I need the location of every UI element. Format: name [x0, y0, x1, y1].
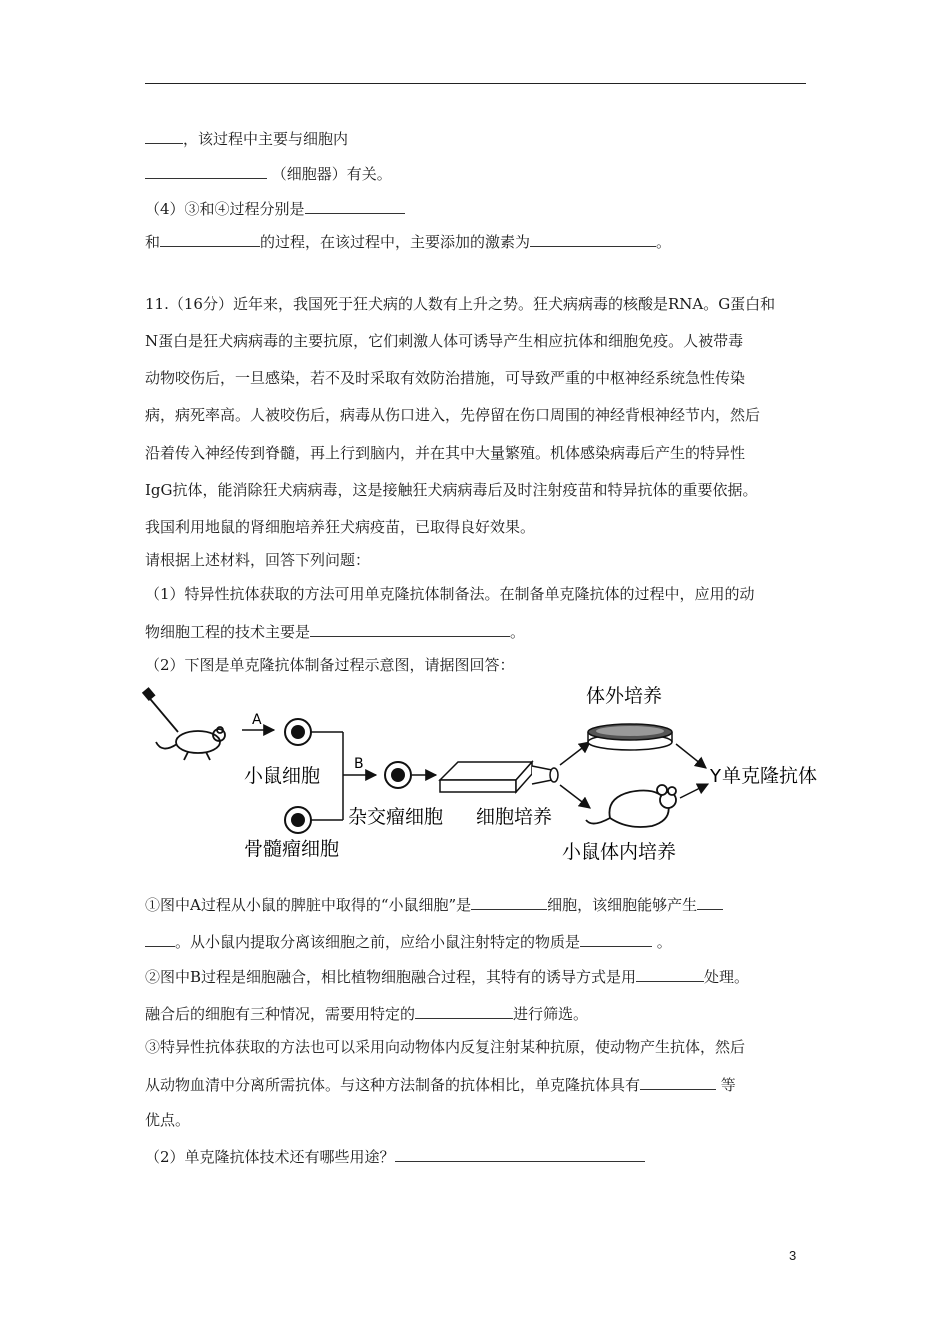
question-11-text: IgG抗体，能消除狂犬病病毒，这是接触狂犬病病毒后及时注射疫苗和特异抗体的重要依据。	[145, 481, 758, 499]
sub-question-2: ②图中B过程是细胞融合，相比植物细胞融合过程，其特有的诱导方式是用 处理。	[145, 968, 750, 986]
answer-blank[interactable]	[305, 198, 405, 214]
answer-blank[interactable]	[636, 966, 704, 982]
question-11-text: 沿着传入神经传到脊髓，再上行到脑内，并在其中大量繁殖。机体感染病毒后产生的特异性	[145, 444, 746, 462]
sub-question-1: ①图中A过程从小鼠的脾脏中取得的“小鼠细胞”是 细胞，该细胞能够产生	[145, 894, 723, 915]
sub-question-3: 优点。	[145, 1111, 191, 1129]
mouse-cell-icon	[285, 719, 311, 745]
text-line: （4）③和④过程分别是	[145, 198, 405, 219]
question-part-1: 物细胞工程的技术主要是 。	[145, 623, 526, 641]
answer-blank[interactable]	[145, 128, 183, 144]
question-11-text: 动物咬伤后，一旦感染，若不及时采取有效防治措施，可导致严重的中枢神经系统急性传染	[145, 369, 746, 387]
answer-blank[interactable]	[415, 1003, 513, 1019]
myeloma-cell-icon	[285, 807, 311, 833]
question-part-1: （1）特异性抗体获取的方法可用单克隆抗体制备法。在制备单克隆抗体的过程中，应用的动	[145, 585, 755, 603]
arrow-a-label: A	[252, 712, 262, 728]
page-number: 3	[789, 1248, 797, 1263]
sub-question-3: 从动物血清中分离所需抗体。与这种方法制备的抗体相比，单克隆抗体具有 等	[145, 1076, 736, 1094]
culture-flask-icon	[440, 762, 558, 792]
sub-question-2: 融合后的细胞有三种情况，需要用特定的 进行筛选。	[145, 1005, 589, 1023]
sub-question-3: ③特异性抗体获取的方法也可以采用向动物体内反复注射某种抗原，使动物产生抗体，然后	[145, 1038, 746, 1056]
mouse-cell-label: 小鼠细胞	[244, 765, 321, 787]
in-vivo-label: 小鼠体内培养	[562, 841, 677, 863]
question-part-2: （2）下图是单克隆抗体制备过程示意图，请据图回答：	[145, 656, 515, 674]
text-line: ，该过程中主要与细胞内	[145, 128, 348, 149]
text-line: 和 的过程，在该过程中，主要添加的激素为 。	[145, 233, 672, 251]
answer-blank[interactable]	[697, 894, 723, 910]
answer-blank[interactable]	[580, 931, 652, 947]
answer-blank[interactable]	[471, 894, 547, 910]
question-part-2-uses: （2）单克隆抗体技术还有哪些用途？	[145, 1146, 645, 1167]
question-11-text: 11.（16分）近年来，我国死于狂犬病的人数有上升之势。狂犬病病毒的核酸是RNA。G蛋白和	[145, 295, 776, 313]
question-11-text: N蛋白是狂犬病病毒的主要抗原，它们刺激人体可诱导产生相应抗体和细胞免疫。人被带毒	[145, 332, 744, 350]
antibody-y-icon: Y	[710, 766, 721, 787]
answer-blank[interactable]	[310, 621, 510, 637]
sub-question-1: 。从小鼠内提取分离该细胞之前，应给小鼠注射特定的物质是 。	[145, 931, 672, 952]
header-rule	[145, 83, 806, 84]
cell-culture-label: 细胞培养	[476, 806, 553, 828]
hybridoma-label: 杂交瘤细胞	[348, 806, 444, 828]
monoclonal-antibody-diagram	[140, 680, 820, 870]
myeloma-cell-label: 骨髓瘤细胞	[244, 838, 340, 860]
in-vitro-label: 体外培养	[586, 685, 663, 707]
answer-blank[interactable]	[640, 1074, 716, 1090]
answer-blank[interactable]	[395, 1146, 645, 1162]
question-prompt: 请根据上述材料，回答下列问题：	[145, 551, 371, 569]
text-line: （细胞器）有关。	[145, 163, 392, 184]
answer-blank[interactable]	[160, 231, 260, 247]
answer-blank[interactable]	[145, 931, 175, 947]
host-mouse-icon	[586, 785, 676, 827]
hybridoma-cell-icon	[385, 762, 411, 788]
antibody-label: 单克隆抗体	[722, 765, 818, 787]
answer-blank[interactable]	[530, 231, 656, 247]
petri-dish-icon	[588, 724, 672, 750]
question-11-text: 病，病死率高。人被咬伤后，病毒从伤口进入，先停留在伤口周围的神经背根神经节内，然后	[145, 406, 761, 424]
answer-blank[interactable]	[145, 163, 267, 179]
injected-mouse-icon	[143, 688, 225, 760]
arrow-b-label: B	[354, 756, 364, 772]
question-11-text: 我国利用地鼠的肾细胞培养狂犬病疫苗，已取得良好效果。	[145, 518, 536, 536]
